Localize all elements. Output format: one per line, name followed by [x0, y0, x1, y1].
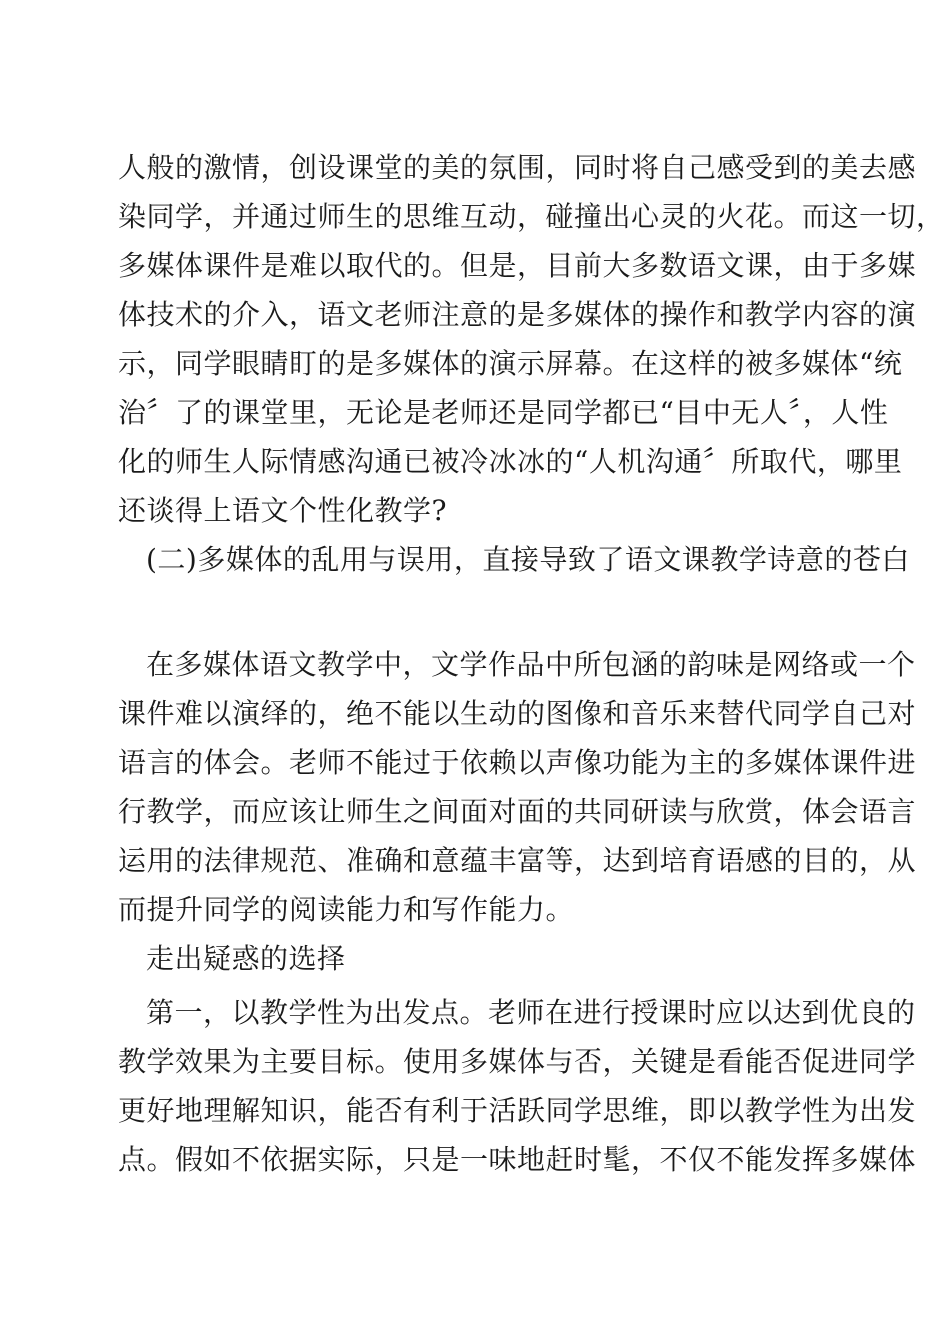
paragraph1-line: 还谈得上语文个性化教学? — [118, 494, 448, 527]
paragraph2-line: 运用的法律规范、准确和意蕴丰富等，达到培育语感的目的，从 — [118, 844, 917, 877]
paragraph1-line: 体技术的介入，语文老师注意的是多媒体的操作和教学内容的演 — [118, 298, 917, 331]
paragraph1-line: 化的师生人际情感沟通已被冷冰冰的“人机沟通〞所取代，哪里 — [118, 445, 903, 478]
paragraph1-line: 染同学，并通过师生的思维互动，碰撞出心灵的火花。而这一切， — [118, 200, 945, 233]
paragraph2-line: 语言的体会。老师不能过于依赖以声像功能为主的多媒体课件进 — [118, 746, 917, 779]
paragraph1-line: 治〞了的课堂里，无论是老师还是同学都已“目中无人〞，人性 — [118, 396, 889, 429]
section-heading: 走出疑惑的选择 — [146, 942, 346, 975]
paragraph2-line: 而提升同学的阅读能力和写作能力。 — [118, 893, 575, 926]
paragraph2-line: 行教学，而应该让师生之间面对面的共同研读与欣赏，体会语言 — [118, 795, 917, 828]
paragraph3-line: 第一，以教学性为出发点。老师在进行授课时应以达到优良的 — [146, 996, 916, 1029]
paragraph3-line: 点。假如不依据实际，只是一味地赶时髦，不仅不能发挥多媒体 — [118, 1143, 917, 1176]
paragraph2-line: 课件难以演绎的，绝不能以生动的图像和音乐来替代同学自己对 — [118, 697, 917, 730]
paragraph2-line: 在多媒体语文教学中，文学作品中所包涵的韵味是网络或一个 — [146, 648, 916, 681]
paragraph3-line: 更好地理解知识，能否有利于活跃同学思维，即以教学性为出发 — [118, 1094, 917, 1127]
paragraph3-line: 教学效果为主要目标。使用多媒体与否，关键是看能否促进同学 — [118, 1045, 917, 1078]
paragraph1-line: 示，同学眼睛盯的是多媒体的演示屏幕。在这样的被多媒体“统 — [118, 347, 903, 380]
paragraph1-line: 人般的激情，创设课堂的美的氛围，同时将自己感受到的美去感 — [118, 151, 917, 184]
section-heading: (二)多媒体的乱用与误用，直接导致了语文课教学诗意的苍白 — [146, 543, 910, 576]
paragraph1-line: 多媒体课件是难以取代的。但是，目前大多数语文课，由于多媒 — [118, 249, 917, 282]
